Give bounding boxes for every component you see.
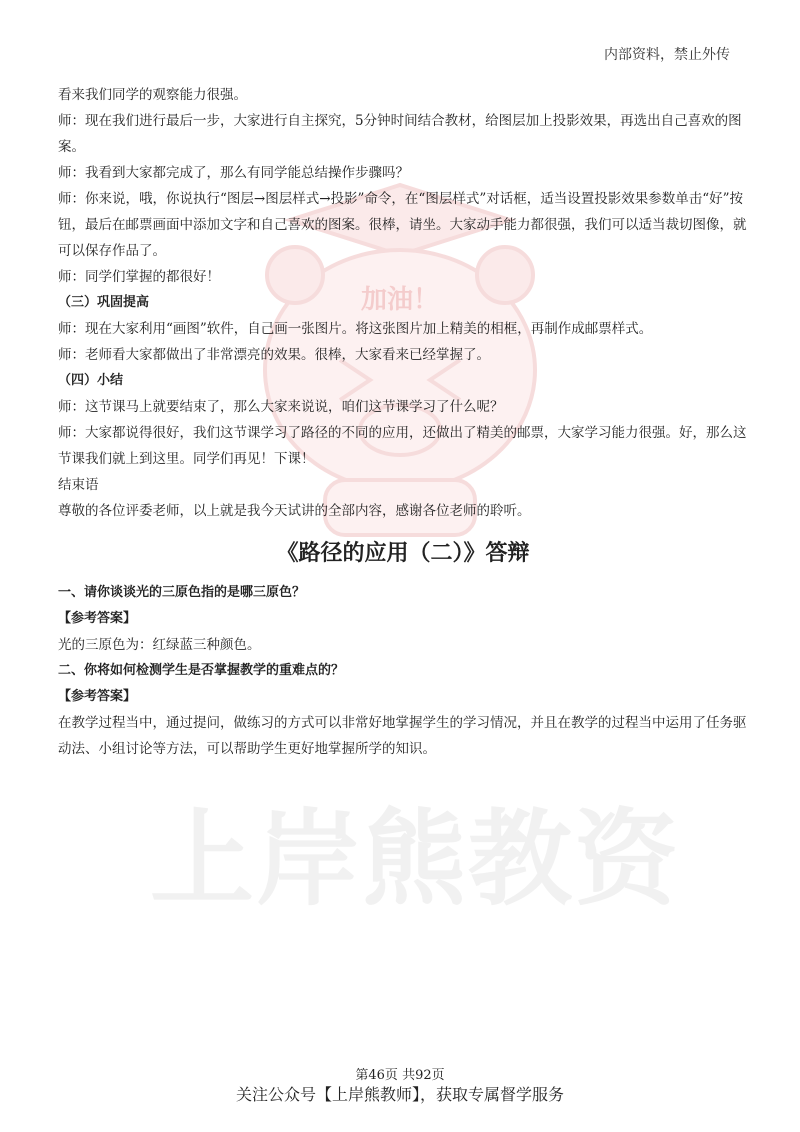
defense-title: 《路径的应用（二）》答辩	[276, 541, 530, 566]
closing-heading: 结束语	[58, 477, 99, 493]
question-2: 二、你将如何检测学生是否掌握教学的重难点的？	[58, 663, 345, 678]
badge-text: 加油！	[360, 285, 440, 315]
answer-label-1: 【参考答案】	[58, 611, 137, 626]
paragraph: 师：大家都说得很好，我们这节课学习了路径的不同的应用，还做出了精美的邮票，大家学习能力很强。好，那么这节课我们就上到这里。同学们再见！下课！	[58, 425, 747, 467]
watermark-text: 上岸熊教资	[150, 798, 681, 920]
main-content	[58, 82, 748, 762]
answer-2: 在教学过程当中，通过提问，做练习的方式可以非常好地掌握学生的学习情况，并且在教学的过程当中运用了任务驱动法、小组讨论等方法，可以帮助学生更好地掌握所学的知识。	[58, 715, 747, 757]
answer-label-2: 【参考答案】	[58, 689, 137, 704]
paragraph: 师：现在我们进行最后一步，大家进行自主探究，5分钟时间结合教材，给图层加上投影效果，再选出自己喜欢的图案。	[58, 113, 742, 155]
paragraph: 师：这节课马上就要结束了，那么大家来说说，咱们这节课学习了什么呢？	[58, 399, 504, 415]
paragraph: 师：我看到大家都完成了，那么有同学能总结操作步骤吗？	[58, 165, 409, 181]
paragraph: 师：同学们掌握的都很好！	[58, 269, 220, 285]
paragraph: 师：老师看大家都做出了非常漂亮的效果。很棒，大家看来已经掌握了。	[58, 347, 490, 363]
paragraph: 尊敬的各位评委老师，以上就是我今天试讲的全部内容，感谢各位老师的聆听。	[58, 503, 531, 519]
header-note: 内部资料，禁止外传	[604, 47, 730, 63]
paragraph: 师：现在大家利用“画图”软件，自己画一张图片。将这张图片加上精美的相框，再制作成邮票样式。	[58, 321, 653, 337]
page-number: 第46页 共92页	[355, 1068, 445, 1083]
footer-note: 关注公众号【上岸熊教师】，获取专属督学服务	[235, 1085, 564, 1104]
section-heading: （四）小结	[58, 373, 124, 388]
question-1: 一、请你谈谈光的三原色指的是哪三原色？	[58, 585, 306, 600]
paragraph: 师：你来说，哦，你说执行“图层→图层样式→投影”命令，在“图层样式”对话框，适当设置投影效果参数单击“好”按钮，最后在邮票画面中添加文字和自己喜欢的图案。很棒，请坐。大家动手能力都很强，我们可以适当裁切图像，就可以保存作品了。	[58, 191, 747, 259]
paragraph: 看来我们同学的观察能力很强。	[58, 87, 247, 103]
section-heading: （三）巩固提高	[58, 295, 150, 310]
answer-1: 光的三原色为：红绿蓝三种颜色。	[58, 637, 261, 653]
